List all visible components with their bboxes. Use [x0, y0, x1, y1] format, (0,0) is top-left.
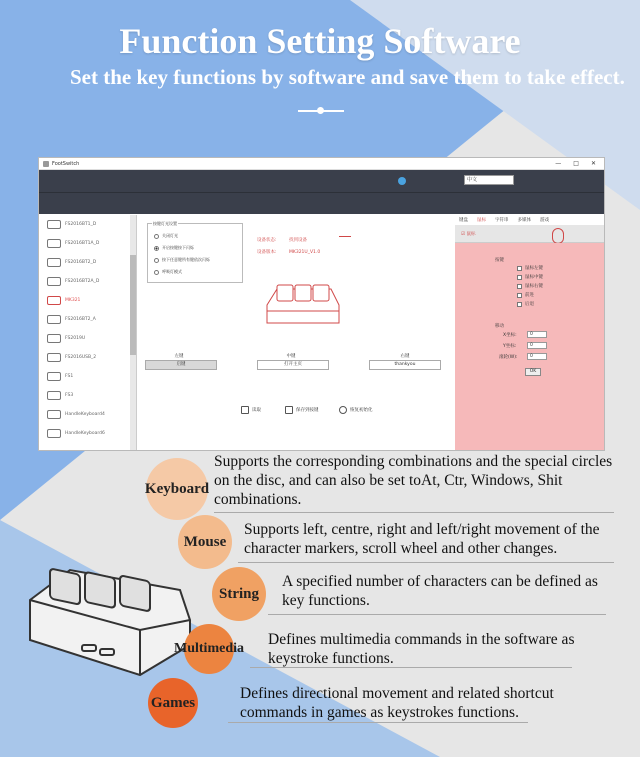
sidebar-item-label: FS2016BT1_D [65, 222, 97, 227]
device-icon [47, 315, 61, 324]
sidebar-item-label: FS2016USB_2 [65, 355, 97, 360]
hero-title: Function Setting Software [119, 21, 521, 61]
mouse-badge [178, 515, 232, 569]
checkbox-option[interactable] [517, 274, 543, 280]
checkbox-label: 鼠标右键 [525, 284, 543, 289]
checkbox-label: 鼠标中键 [525, 275, 543, 280]
close-button[interactable]: ✕ [590, 160, 596, 167]
sidebar-item-label: HandleKeyboard6 [65, 431, 105, 436]
window-titlebar [39, 158, 604, 170]
language-select[interactable]: 中文 [464, 175, 514, 185]
mouse-enable-checkbox[interactable]: ☑ 鼠标 [461, 232, 476, 237]
string-description: A specified number of characters can be defined as key functions. [282, 573, 598, 609]
sidebar-item-label: FS2016BT2_A [65, 317, 96, 322]
radio-option[interactable] [154, 245, 242, 251]
x-stepper[interactable]: 0 [527, 331, 547, 338]
device-icon [47, 372, 61, 381]
divider [250, 667, 572, 668]
globe-icon [398, 177, 406, 185]
status-label: 设备状态: [257, 238, 277, 243]
sidebar-item[interactable] [39, 329, 136, 348]
sidebar-item[interactable] [39, 272, 136, 291]
feature-tag: Games [150, 694, 196, 711]
device-icon [47, 258, 61, 267]
move-group-title: 移动 [495, 324, 504, 329]
minimize-button[interactable]: — [555, 160, 562, 167]
device-icon [47, 277, 61, 286]
radio-option[interactable] [154, 233, 242, 239]
divider [214, 512, 614, 513]
multimedia-description: Defines multimedia commands in the software as keystroke functions. [268, 631, 575, 667]
radio-label: 关闭灯光 [162, 233, 178, 238]
y-stepper[interactable]: 0 [527, 342, 547, 349]
buttons-group-title: 按键 [495, 258, 504, 263]
checkbox-icon [517, 302, 522, 307]
device-icon [47, 391, 61, 400]
right-key-field[interactable]: thankyou [369, 360, 441, 370]
radio-icon [154, 234, 159, 239]
radio-label: 开启按键按下闪烁 [162, 245, 194, 250]
sidebar-item[interactable] [39, 367, 136, 386]
mouse-header [455, 225, 604, 243]
checkbox-icon [517, 266, 522, 271]
right-key-label: 右键 [400, 354, 410, 359]
keyboard-description: Supports the corresponding combinations and the special circles on the disc, and can also be set toAt, Ctr, Windows, Shit combinations. [214, 453, 613, 508]
feature-tag: Multimedia [174, 641, 244, 656]
x-field-label: X坐标: [503, 333, 517, 338]
device-icon [47, 296, 61, 305]
checkbox-checked-icon [517, 284, 522, 289]
app-window [38, 157, 605, 451]
device-icon [47, 220, 61, 229]
right-key-icon[interactable] [313, 285, 329, 301]
scrollbar-thumb[interactable] [130, 255, 136, 355]
games-badge [148, 678, 198, 728]
divider [238, 562, 614, 563]
device-icon [47, 334, 61, 343]
sidebar-item[interactable] [39, 348, 136, 367]
function-panel [455, 215, 604, 450]
checkbox-label: 鼠标左键 [525, 266, 543, 271]
sidebar-item[interactable] [39, 215, 136, 234]
hero-subtitle: Set the key functions by software and save them to take effect. [70, 65, 625, 89]
read-button[interactable] [241, 405, 261, 415]
wheel-field-label: 滚轮(W): [499, 355, 518, 360]
window-title: FootSwitch [52, 160, 80, 167]
left-key-label: 左键 [174, 354, 184, 359]
save-icon [285, 406, 293, 414]
function-tabs [455, 215, 604, 225]
checkbox-option[interactable] [517, 265, 543, 271]
device-icon [47, 410, 61, 419]
keyboard-badge [146, 458, 208, 520]
checkbox-option[interactable] [517, 301, 534, 307]
tab-games[interactable]: 游戏 [540, 218, 549, 223]
checkbox-label: 前进 [525, 293, 534, 298]
mouse-enable-label: 鼠标 [466, 232, 476, 237]
sidebar-item-label: HandleKeyboard4 [65, 412, 105, 417]
radio-icon [154, 258, 159, 263]
sidebar-item[interactable] [39, 424, 136, 443]
read-icon [241, 406, 249, 414]
sidebar-item[interactable] [39, 253, 136, 272]
read-button-label: 读取 [252, 408, 261, 413]
sidebar-scrollbar[interactable] [130, 215, 136, 450]
status-value: 找到设备 [289, 238, 307, 243]
middle-key-icon[interactable] [295, 285, 311, 301]
reset-button[interactable] [339, 405, 373, 415]
middle-key-label: 中键 [286, 354, 296, 359]
sidebar-item[interactable] [39, 386, 136, 405]
usb-icon [339, 236, 351, 240]
app-icon [43, 161, 49, 167]
divider [268, 614, 606, 615]
radio-icon [154, 270, 159, 275]
keypad-illustration [263, 281, 343, 331]
checkbox-option[interactable] [517, 283, 543, 289]
divider [228, 722, 528, 723]
games-description: Defines directional movement and related shortcut commands in games as keystrokes functions. [240, 685, 554, 721]
device-info [257, 235, 320, 259]
tab-string[interactable]: 字符串 [495, 218, 509, 223]
sidebar-item[interactable] [39, 405, 136, 424]
sidebar-item[interactable] [39, 310, 136, 329]
top-toolbar [39, 170, 604, 192]
sidebar-item-label: FS2019U [65, 336, 86, 341]
tab-keyboard[interactable]: 键盘 [459, 218, 468, 223]
sidebar-item-label: FS2016BT2A_D [65, 279, 100, 284]
device-icon [47, 429, 61, 438]
radio-option[interactable] [154, 269, 242, 275]
tab-mouse[interactable]: 鼠标 [477, 218, 486, 223]
radio-label: 呼吸灯模式 [162, 269, 182, 274]
sidebar-item-label: FS1 [65, 374, 74, 379]
sidebar-item-label: FS2016BT2_D [65, 260, 97, 265]
mouse-icon [552, 228, 564, 244]
tab-multimedia[interactable]: 多媒体 [517, 218, 531, 223]
left-key-field[interactable]: 启键 [145, 360, 217, 370]
mouse-settings [455, 243, 604, 450]
keypad-product-image [20, 540, 200, 680]
feature-tag: Mouse [183, 533, 227, 550]
checkbox-icon [517, 293, 522, 298]
sidebar-item-label: MK321 [65, 298, 81, 303]
version-value: MK321U_V1.0 [289, 250, 321, 255]
sidebar-item-label: FS3 [65, 393, 74, 398]
radio-selected-icon [154, 246, 159, 251]
checkbox-option[interactable] [517, 292, 534, 298]
feature-tag: String [218, 585, 259, 602]
y-field-label: Y坐标: [503, 344, 517, 349]
save-button-label: 保存到按键 [296, 408, 319, 413]
mouse-description: Supports left, centre, right and left/right movement of the character markers, scroll wheel and other changes. [244, 521, 600, 557]
maximize-button[interactable]: □ [573, 160, 579, 167]
save-to-key-button[interactable] [285, 405, 319, 415]
wheel-stepper[interactable]: 0 [527, 353, 547, 360]
sidebar-item-active[interactable] [39, 291, 136, 310]
radio-option[interactable] [154, 257, 242, 263]
left-key-icon[interactable] [277, 285, 293, 301]
version-label: 设备版本: [257, 250, 277, 255]
sidebar-item-label: FS2016BT1A_D [65, 241, 100, 246]
checkbox-label: 后退 [525, 302, 534, 307]
checkbox-icon [517, 275, 522, 280]
light-mode-title: 按键灯光设置 [153, 221, 177, 226]
radio-label: 按下任意键所有键依次闪烁 [162, 257, 210, 262]
device-icon [47, 353, 61, 362]
middle-key-field[interactable]: 打开主页 [257, 360, 329, 370]
sidebar-item[interactable] [39, 234, 136, 253]
light-mode-group [147, 223, 243, 283]
ok-button[interactable]: OK [525, 368, 541, 376]
string-badge [212, 567, 266, 621]
decorative-divider [298, 110, 344, 112]
reset-button-label: 恢复初始化 [350, 408, 373, 413]
header-bar [39, 192, 604, 214]
main-panel [139, 215, 453, 450]
multimedia-badge [174, 624, 244, 674]
feature-tag: Keyboard [144, 480, 210, 497]
device-icon [47, 239, 61, 248]
device-sidebar [39, 215, 137, 450]
reset-icon [339, 406, 347, 414]
